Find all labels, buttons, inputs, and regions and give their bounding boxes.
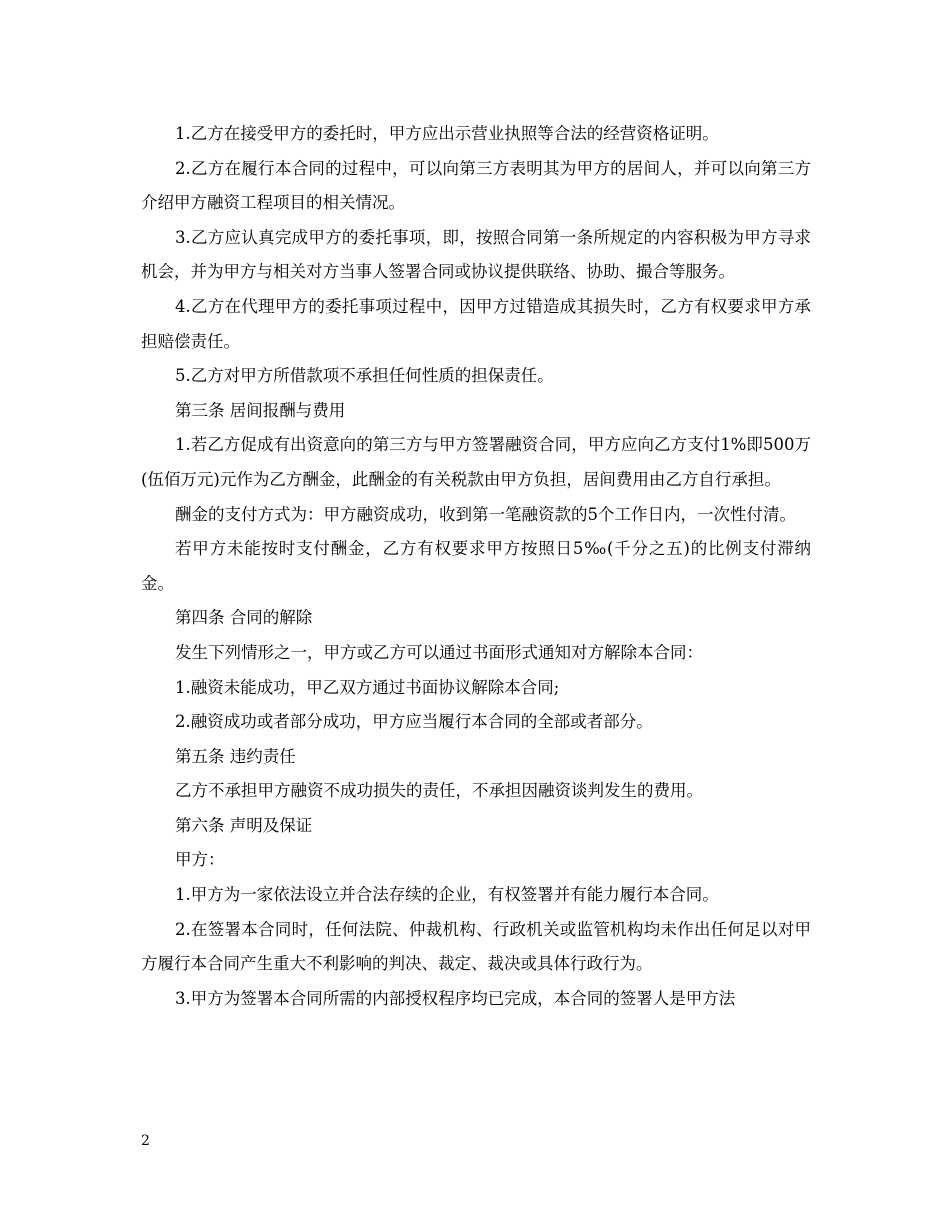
paragraph-12: 乙方不承担甲方融资不成功损失的责任，不承担因融资谈判发生的费用。 bbox=[175, 781, 703, 801]
paragraph-6: 1.若乙方促成有出资意向的第三方与甲方签署融资合同，甲方应向乙方支付1%即500万(伍佰万元)元作为乙方酬金，此酬金的有关税款由甲方负担，居间费用由乙方自行承担。 bbox=[141, 435, 811, 489]
paragraph-9: 发生下列情形之一，甲方或乙方可以通过书面形式通知对方解除本合同： bbox=[175, 642, 703, 662]
page-number: 2 bbox=[141, 1133, 150, 1149]
section-heading-article-5: 第五条 违约责任 bbox=[175, 746, 296, 766]
paragraph-10: 1.融资未能成功，甲乙双方通过书面协议解除本合同; bbox=[175, 677, 560, 697]
paragraph-16: 3.甲方为签署本合同所需的内部授权程序均已完成，本合同的签署人是甲方法 bbox=[175, 988, 736, 1008]
paragraph-13: 甲方： bbox=[175, 850, 225, 870]
section-heading-article-4: 第四条 合同的解除 bbox=[175, 608, 313, 628]
paragraph-1: 1.乙方在接受甲方的委托时，甲方应出示营业执照等合法的经营资格证明。 bbox=[175, 124, 719, 143]
paragraph-2: 2.乙方在履行本合同的过程中，可以向第三方表明其为甲方的居间人，并可以向第三方介绍甲方融资工程项目的相关情况。 bbox=[141, 158, 811, 213]
paragraph-3: 3.乙方应认真完成甲方的委托事项，即，按照合同第一条所规定的内容积极为甲方寻求机会，并为甲方与相关对方当事人签署合同或协议提供联络、协助、撮合等服务。 bbox=[141, 227, 811, 282]
paragraph-15: 2.在签署本合同时，任何法院、仲裁机构、行政机关或监管机构均未作出任何足以对甲方履行本合同产生重大不利影响的判决、裁定、裁决或具体行政行为。 bbox=[141, 919, 811, 974]
paragraph-11: 2.融资成功或者部分成功，甲方应当履行本合同的全部或者部分。 bbox=[175, 712, 653, 732]
section-heading-article-6: 第六条 声明及保证 bbox=[175, 815, 313, 835]
section-heading-article-3: 第三条 居间报酬与费用 bbox=[175, 400, 346, 420]
paragraph-8: 若甲方未能按时支付酬金，乙方有权要求甲方按照日5‰(千分之五)的比例支付滞纳金。 bbox=[141, 539, 811, 593]
document-body bbox=[141, 117, 811, 1016]
paragraph-4: 4.乙方在代理甲方的委托事项过程中，因甲方过错造成其损失时，乙方有权要求甲方承担赔偿责任。 bbox=[141, 296, 811, 351]
paragraph-14: 1.甲方为一家依法设立并合法存续的企业，有权签署并有能力履行本合同。 bbox=[175, 885, 719, 905]
paragraph-7: 酬金的支付方式为：甲方融资成功，收到第一笔融资款的5个工作日内，一次性付清。 bbox=[175, 504, 796, 524]
paragraph-5: 5.乙方对甲方所借款项不承担任何性质的担保责任。 bbox=[175, 366, 554, 386]
